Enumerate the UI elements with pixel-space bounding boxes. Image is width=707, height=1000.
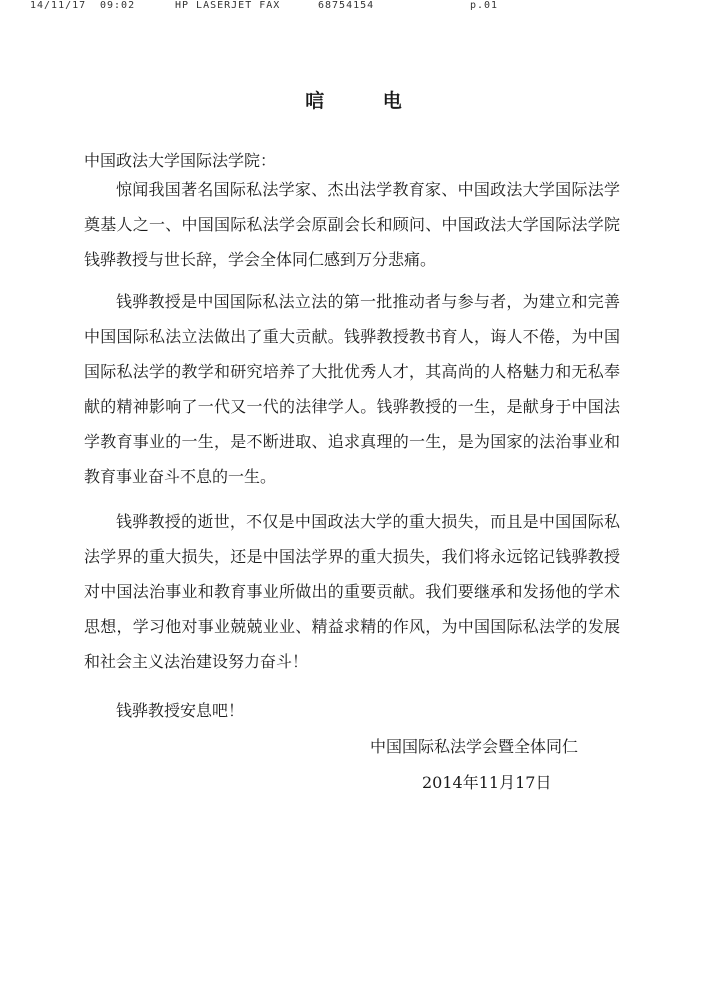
letter-paragraph-1: 惊闻我国著名国际私法学家、杰出法学教育家、中国政法大学国际法学奠基人之一、中国国际私法学会原副会长和顾问、中国政法大学国际法学院钱骅教授与世长辞，学会全体同仁感到万分悲痛。 (84, 180, 620, 269)
letter-paragraph-3: 钱骅教授的逝世，不仅是中国政法大学的重大损失，而且是中国国际私法学界的重大损失，还是中国法学界的重大损失，我们将永远铭记钱骅教授对中国法治事业和教育事业所做出的重要贡献。我们要继承和发扬他的学术思想，学习他对事业兢兢业业、精益求精的作风，为中国国际私法学的发展和社会主义法治建设努力奋斗！ (84, 512, 620, 671)
fax-time: 09:02 (100, 0, 136, 11)
letter-closing: 钱骅教授安息吧！ (116, 701, 245, 720)
fax-date: 14/11/17 (30, 0, 87, 11)
fax-page: p.01 (470, 0, 499, 11)
fax-header (0, 0, 707, 14)
letter-signature: 中国国际私法学会暨全体同仁 (370, 737, 579, 756)
letter-date: 2014年11月17日 (422, 773, 552, 792)
letter-title: 唁 电 (305, 90, 428, 112)
letter-recipient: 中国政法大学国际法学院： (84, 151, 277, 170)
letter-paragraph-2: 钱骅教授是中国国际私法立法的第一批推动者与参与者，为建立和完善中国国际私法立法做出了重大贡献。钱骅教授教书育人，诲人不倦，为中国国际私法学的教学和研究培养了大批优秀人才，其高尚的人格魅力和无私奉献的精神影响了一代又一代的法律学人。钱骅教授的一生，是献身于中国法学教育事业的一生，是不断进取、追求真理的一生，是为国家的法治事业和教育事业奋斗不息的一生。 (84, 292, 620, 486)
fax-device: HP LASERJET FAX (175, 0, 281, 11)
fax-number: 68754154 (318, 0, 375, 11)
